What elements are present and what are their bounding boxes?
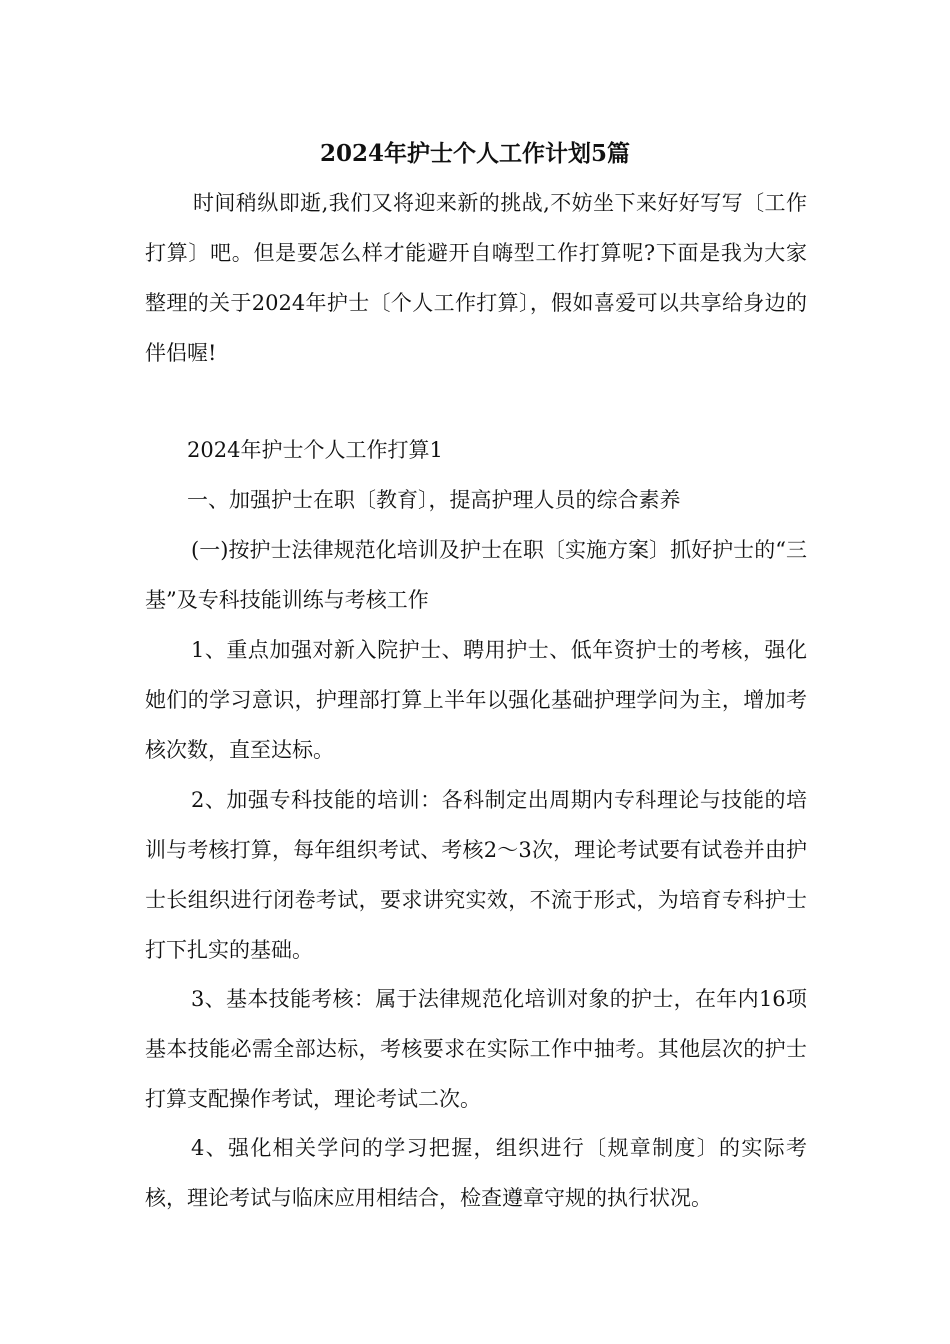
- document-title: 2024年护士个人工作计划5篇: [319, 140, 631, 167]
- heading-1: 一、加强护士在职〔教育〕，提高护理人员的综合素养: [187, 488, 681, 512]
- list-item-2: 2、加强专科技能的培训：各科制定出周期内专科理论与技能的培训与考核打算，每年组织考试、考核2～3次，理论考试要有试卷并由护士长组织进行闭卷考试，要求讲究实效，不流于形式，为培育专科护士打下扎实的基础。: [145, 788, 807, 962]
- section-title: 2024年护士个人工作打算1: [187, 438, 443, 462]
- subheading-1: (一)按护士法律规范化培训及护士在职〔实施方案〕抓好护士的“三基”及专科技能训练与考核工作: [145, 538, 807, 612]
- list-item-4: 4、强化相关学问的学习把握，组织进行〔规章制度〕的实际考核，理论考试与临床应用相结合，检查遵章守规的执行状况。: [145, 1136, 807, 1210]
- list-item-1: 1、重点加强对新入院护士、聘用护士、低年资护士的考核，强化她们的学习意识，护理部打算上半年以强化基础护理学问为主，增加考核次数，直至达标。: [145, 638, 807, 762]
- intro-paragraph: 时间稍纵即逝,我们又将迎来新的挑战,不妨坐下来好好写写〔工作打算〕吧。但是要怎么样才能避开自嗨型工作打算呢?下面是我为大家整理的关于2024年护士〔个人工作打算〕，假如喜爱可以共享给身边的伴侣喔!: [145, 191, 807, 365]
- list-item-3: 3、基本技能考核：属于法律规范化培训对象的护士，在年内16项基本技能必需全部达标，考核要求在实际工作中抽考。其他层次的护士打算支配操作考试，理论考试二次。: [145, 987, 807, 1111]
